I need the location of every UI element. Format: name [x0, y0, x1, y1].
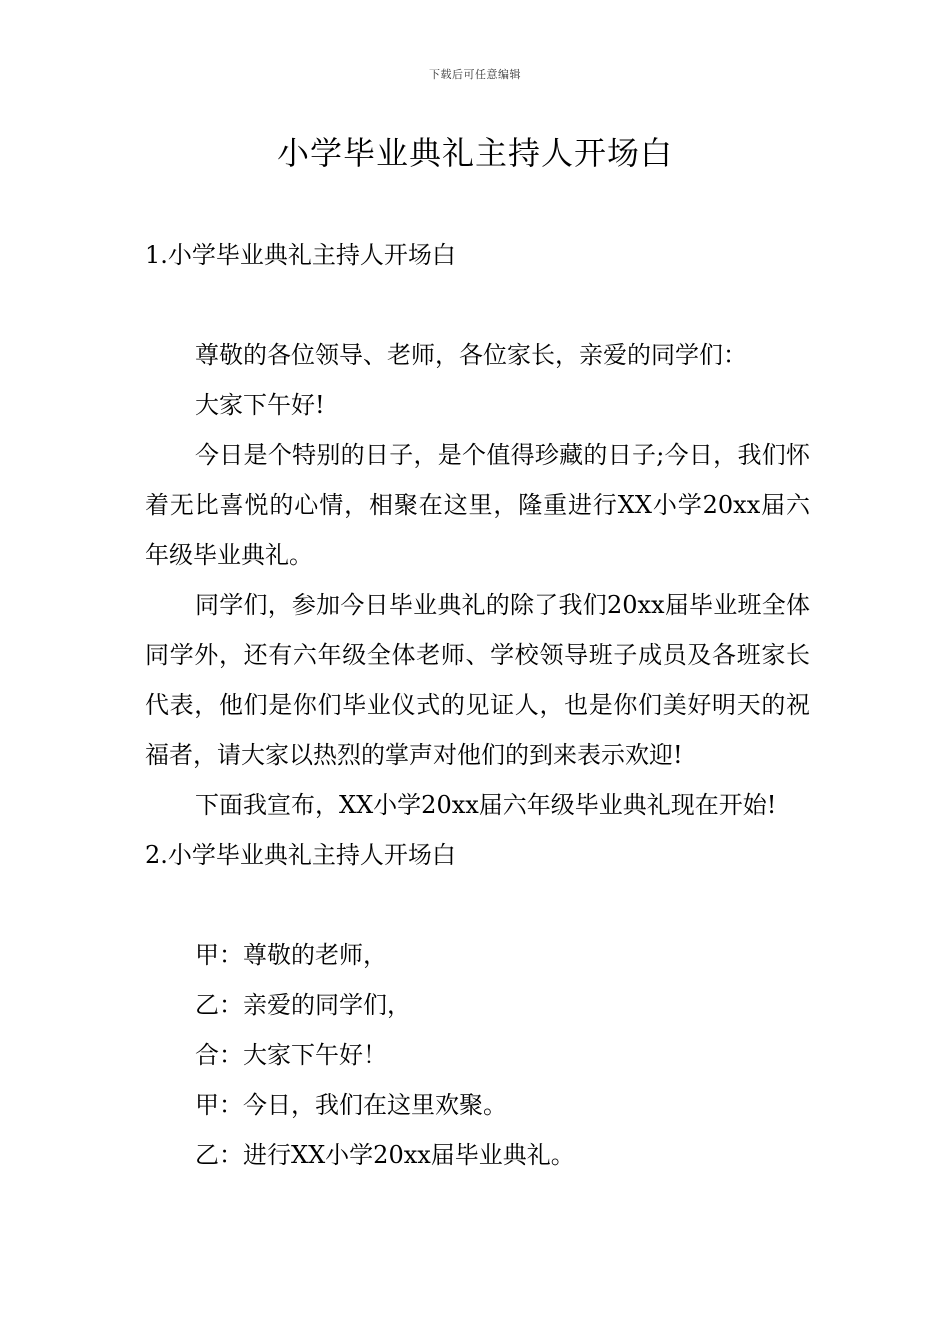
spacer	[145, 280, 810, 330]
dialogue-line: 甲：尊敬的老师，	[195, 941, 387, 969]
dialogue-line: 乙：亲爱的同学们，	[195, 991, 411, 1019]
document-body	[145, 230, 810, 1180]
guests-paragraph: 同学们，参加今日毕业典礼的除了我们20xx届毕业班全体同学外，还有六年级全体老师、学校领导班子成员及各班家长代表，他们是你们毕业仪式的见证人，也是你们美好明天的祝福者，请大家以热烈的掌声对他们的到来表示欢迎!	[145, 591, 810, 769]
salutation-paragraph: 大家下午好!	[195, 391, 325, 419]
greeting-paragraph: 尊敬的各位领导、老师，各位家长，亲爱的同学们：	[195, 341, 747, 369]
section-1-heading: 1.小学毕业典礼主持人开场白	[145, 241, 456, 269]
dialogue-line: 乙：进行XX小学20xx届毕业典礼。	[195, 1141, 575, 1169]
spacer	[145, 880, 810, 930]
dialogue-line: 合：大家下午好！	[195, 1041, 387, 1069]
opening-announcement-paragraph: 下面我宣布，XX小学20xx届六年级毕业典礼现在开始!	[195, 791, 777, 819]
intro-paragraph: 今日是个特别的日子，是个值得珍藏的日子;今日，我们怀着无比喜悦的心情，相聚在这里，隆重进行XX小学20xx届六年级毕业典礼。	[145, 441, 810, 569]
header-note: 下载后可任意编辑	[429, 68, 521, 81]
document-title: 小学毕业典礼主持人开场白	[276, 134, 673, 172]
section-2-heading: 2.小学毕业典礼主持人开场白	[145, 841, 456, 869]
dialogue-line: 甲：今日，我们在这里欢聚。	[195, 1091, 507, 1119]
